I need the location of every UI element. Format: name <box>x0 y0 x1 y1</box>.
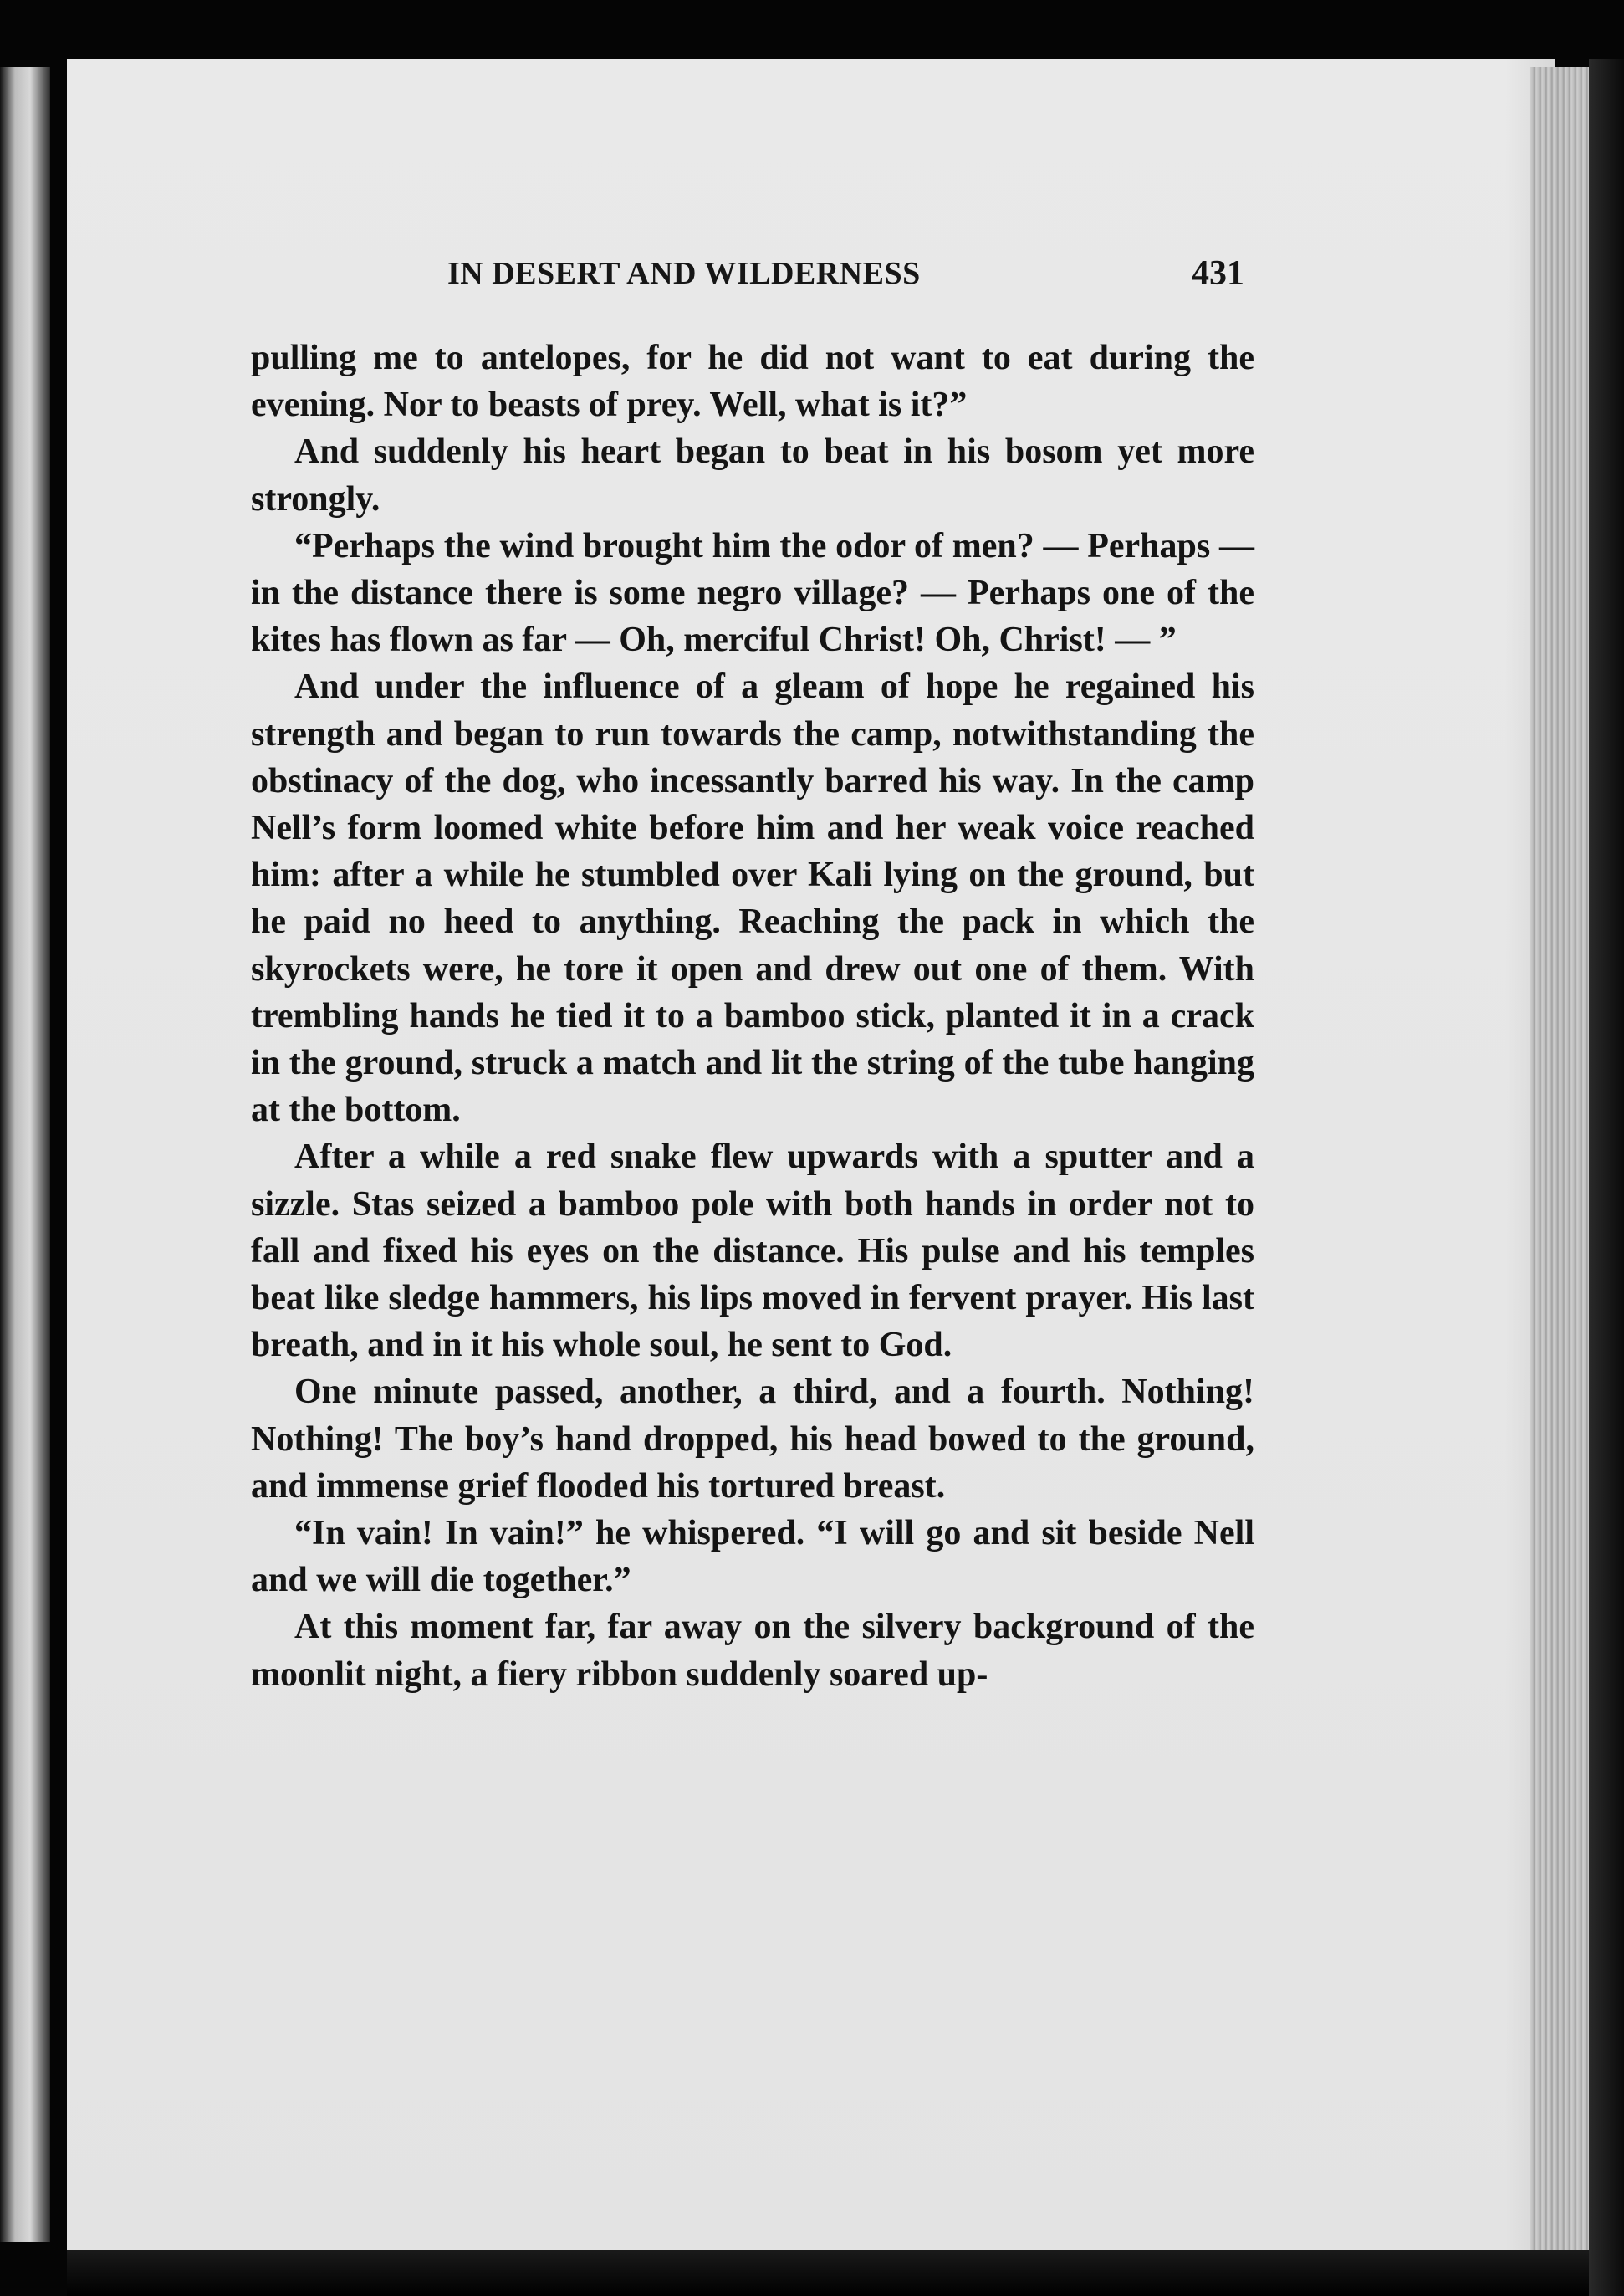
paragraph-1: pulling me to antelopes, for he did not want to eat during the evening. Nor to beasts of prey. Well, what is it?” <box>251 339 1254 425</box>
paragraph-8: At this moment far, far away on the silvery background of the moonlit night, a fiery ribbon suddenly soared up- <box>251 1608 1254 1694</box>
body-text <box>251 335 1254 1698</box>
paragraph-2: And suddenly his heart began to beat in his bosom yet more strongly. <box>251 432 1254 519</box>
left-page-edge <box>0 67 50 2242</box>
paragraph-7: “In vain! In vain!” he whispered. “I will go and sit beside Nell and we will die together.” <box>251 1514 1254 1600</box>
paragraph-6: One minute passed, another, a third, and a fourth. Nothing! Nothing! The boy’s hand dropped, his head bowed to the ground, and immense grief flooded his tortured breast. <box>251 1373 1254 1506</box>
running-title: IN DESERT AND WILDERNESS <box>447 256 921 291</box>
paragraph-5: After a while a red snake flew upwards with a sputter and a sizzle. Stas seized a bamboo pole with both hands in order not to fall and fixed his eyes on the distance. His pulse and his temples beat like sledge hammers, his lips moved in fervent prayer. His last breath, and in it his whole soul, he sent to God. <box>251 1138 1254 1365</box>
paragraph-3: “Perhaps the wind brought him the odor of men? — Perhaps — in the distance there is some negro village? — Perhaps one of the kites has flown as far — Oh, merciful Christ! Oh, Christ! — ” <box>251 526 1254 660</box>
stacked-page-edges <box>1530 67 1589 2250</box>
page-header <box>251 255 1254 305</box>
paragraph-4: And under the influence of a gleam of hope he regained his strength and began to run towards the camp, notwithstanding the obstinacy of the dog, who incessantly barred his way. In the camp Nell’s form loomed white before him and her weak voice reached him: after a while he stumbled over Kali lying on the ground, but he paid no heed to anything. Reaching the pack in which the skyrockets were, he tore it open and drew out one of them. With trembling hands he tied it to a bamboo stick, planted it in a crack in the ground, struck a match and lit the string of the tube hanging at the bottom. <box>251 667 1254 1130</box>
page-number: 431 <box>1192 254 1244 293</box>
bottom-book-edge <box>67 2250 1589 2296</box>
book-binding <box>1589 59 1624 2296</box>
